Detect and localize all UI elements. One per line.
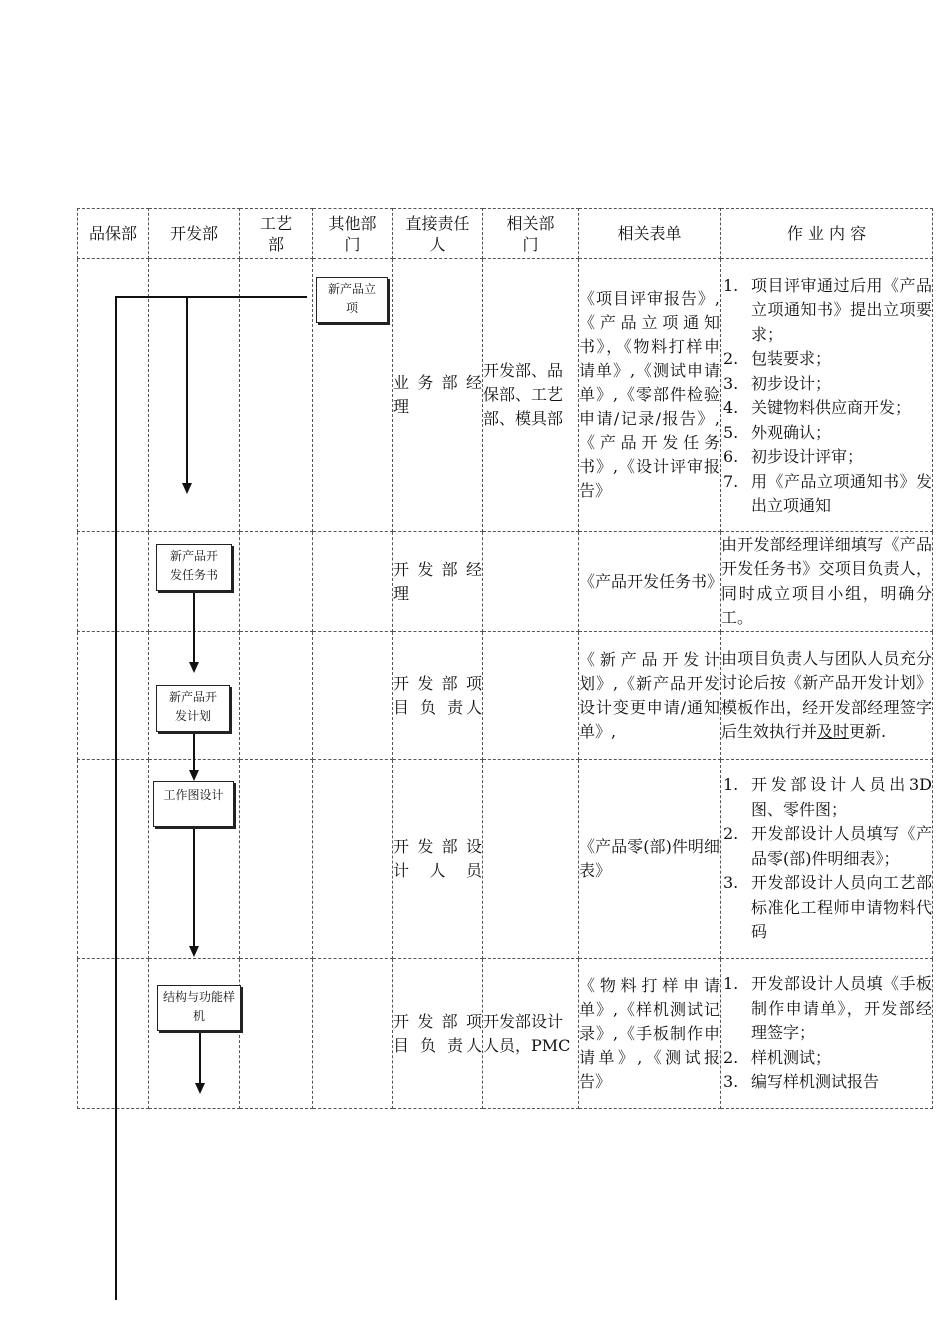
flow-cell xyxy=(313,959,393,1109)
connector-line xyxy=(193,827,195,947)
list-item xyxy=(721,822,932,871)
person-text: 业 务 部 经理 xyxy=(393,373,482,416)
work-list xyxy=(721,274,932,519)
process-flow-table xyxy=(77,208,933,1109)
list-item xyxy=(721,1070,932,1095)
process-box-new-product-project: 新产品立项 xyxy=(316,277,388,323)
item-number: 4. xyxy=(723,398,739,417)
responsible-person xyxy=(393,259,483,532)
header-responsible-person: 直接责任人 xyxy=(393,209,483,259)
connector-line xyxy=(199,1031,201,1084)
related-dept xyxy=(483,760,579,959)
arrow-down-icon xyxy=(182,483,192,494)
header-related-dept: 相关部门 xyxy=(483,209,579,259)
list-item xyxy=(721,274,932,348)
connector-line xyxy=(193,591,195,663)
header-other-dept: 其他部门 xyxy=(313,209,393,259)
connector-line xyxy=(115,296,307,298)
item-text: 初步设计； xyxy=(751,373,832,393)
related-forms: 《项目评审报告》,《产品立项通知书》，《物料打样申请单》,《测试申请单》,《零部件检验申请/记录/报告》,《产品开发任务书》,《设计评审报告》 xyxy=(579,259,721,532)
responsible-person xyxy=(393,760,483,959)
related-forms: 《产品开发任务书》 xyxy=(579,532,721,632)
list-item xyxy=(721,871,932,945)
process-box-dev-plan: 新产品开发计划 xyxy=(156,685,230,732)
item-text: 外观确认； xyxy=(751,422,832,442)
item-text: 开发部设计人员向工艺部标准化工程师申请物料代码 xyxy=(751,873,932,942)
item-number: 3. xyxy=(723,873,739,893)
list-item xyxy=(721,470,932,519)
item-text: 样机测试； xyxy=(751,1047,832,1067)
item-text: 开发部设计人员填《手板制作申请单》，开发部经理签字； xyxy=(751,974,932,1043)
related-forms: 《产品零(部)件明细表》 xyxy=(579,760,721,959)
header-dev-dept: 开发部 xyxy=(149,209,240,259)
item-text: 编写样机测试报告 xyxy=(751,1072,880,1092)
related-dept xyxy=(483,259,579,532)
flow-cell xyxy=(240,259,313,532)
list-item xyxy=(721,347,932,372)
person-text: 开 发 部 项 目 负 责人 xyxy=(393,1011,482,1055)
flow-cell xyxy=(78,959,149,1109)
list-item xyxy=(721,445,932,470)
item-number: 1. xyxy=(723,974,739,994)
item-number: 2. xyxy=(723,1047,739,1067)
item-text: 开发部设计人员出3D图、零件图； xyxy=(751,775,932,819)
item-number: 7. xyxy=(723,471,739,491)
connector-line xyxy=(186,297,188,485)
work-list xyxy=(721,972,932,1095)
item-text: 项目评审通过后用《产品立项通知书》提出立项要求； xyxy=(751,275,932,344)
item-text: 初步设计评审； xyxy=(751,447,864,466)
item-number: 1. xyxy=(723,275,739,295)
related-dept xyxy=(483,532,579,632)
work-text: 更新. xyxy=(849,722,887,741)
table-row xyxy=(78,959,933,1109)
arrow-down-icon xyxy=(195,1083,205,1094)
process-box-prototype: 结构与功能样机 xyxy=(157,985,241,1031)
connector-line xyxy=(193,732,195,772)
header-qa-dept: 品保部 xyxy=(78,209,149,259)
item-number: 3. xyxy=(723,373,739,393)
work-text: 由项目负责人与团队人员充分讨论后按《新产品开发计划》模板作出，经开发部经理签字后生效执行并 xyxy=(721,648,932,741)
responsible-person xyxy=(393,632,483,760)
flow-cell xyxy=(313,760,393,959)
flow-cell xyxy=(240,760,313,959)
flow-cell xyxy=(78,632,149,760)
work-content xyxy=(721,959,933,1109)
flow-cell xyxy=(240,632,313,760)
person-text: 开 发 部 经理 xyxy=(393,559,482,603)
flow-cell xyxy=(240,959,313,1109)
item-number: 5. xyxy=(723,422,739,442)
arrow-down-icon xyxy=(189,946,199,957)
work-text-underlined: 及时 xyxy=(817,722,850,741)
table-row xyxy=(78,259,933,532)
list-item xyxy=(721,421,932,446)
process-box-drawing-design: 工作图设计 xyxy=(153,781,234,827)
person-text: 开 发 部 项 目 负 责人 xyxy=(393,673,482,717)
person-text: 开 发 部 设 计 人 员 xyxy=(393,837,482,880)
related-forms: 《物料打样申请单》,《样机测试记录》,《手板制作申请单》,《测试报告》 xyxy=(579,959,721,1109)
dept-text: 开发部设计人员，PMC xyxy=(483,1011,571,1055)
arrow-down-icon xyxy=(189,662,199,673)
work-content xyxy=(721,760,933,959)
item-number: 1. xyxy=(723,775,739,795)
related-dept xyxy=(483,959,579,1109)
flow-cell xyxy=(240,532,313,632)
list-item xyxy=(721,396,932,421)
list-item xyxy=(721,972,932,1046)
item-text: 用《产品立项通知书》发出立项通知 xyxy=(751,471,932,515)
header-work-content: 作 业 内 容 xyxy=(721,209,933,259)
work-list xyxy=(721,773,932,945)
responsible-person xyxy=(393,959,483,1109)
related-forms: 《新产品开发计划》,《新产品开发设计变更申请/通知单》, xyxy=(579,632,721,760)
flow-cell xyxy=(149,259,240,532)
item-number: 6. xyxy=(723,447,739,466)
flow-cell xyxy=(313,532,393,632)
list-item xyxy=(721,773,932,822)
process-box-dev-task-book: 新产品开发任务书 xyxy=(156,544,232,591)
work-content xyxy=(721,632,933,760)
qa-feedback-line xyxy=(115,297,117,1300)
work-content xyxy=(721,259,933,532)
flow-cell xyxy=(149,959,240,1109)
item-text: 关键物料供应商开发； xyxy=(751,398,912,417)
item-number: 2. xyxy=(723,349,739,368)
dept-text: 开发部、品保部、工艺部、模具部 xyxy=(483,361,564,428)
list-item xyxy=(721,372,932,397)
item-text: 开发部设计人员填写《产品零(部)件明细表》； xyxy=(751,824,932,868)
flow-cell xyxy=(78,760,149,959)
work-content: 由开发部经理详细填写《产品开发任务书》交项目负责人，同时成立项目小组，明确分工。 xyxy=(721,532,933,632)
responsible-person xyxy=(393,532,483,632)
item-number: 2. xyxy=(723,824,739,844)
arrow-down-icon xyxy=(189,770,199,781)
list-item xyxy=(721,1046,932,1071)
related-dept xyxy=(483,632,579,760)
header-process-dept: 工艺部 xyxy=(240,209,313,259)
header-row xyxy=(78,209,933,259)
item-number: 3. xyxy=(723,1072,739,1092)
flow-cell xyxy=(78,532,149,632)
item-text: 包装要求； xyxy=(751,349,832,368)
header-related-forms: 相关表单 xyxy=(579,209,721,259)
flow-cell xyxy=(78,259,149,532)
flow-cell xyxy=(313,632,393,760)
